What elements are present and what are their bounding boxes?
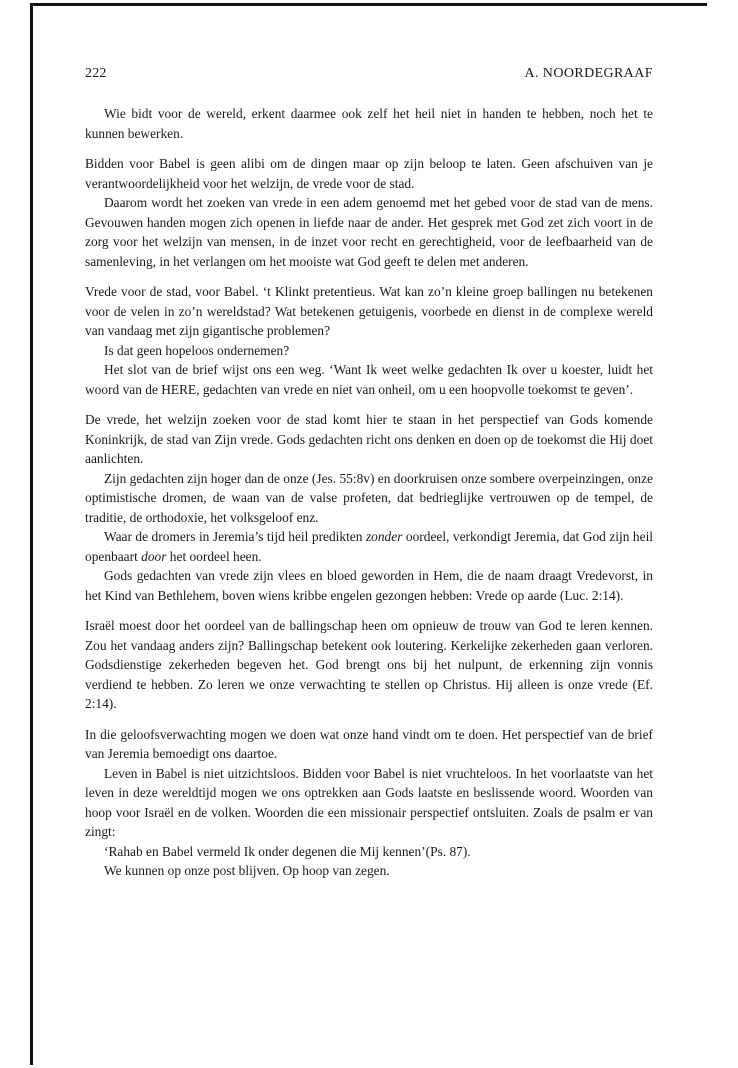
paragraph: Gods gedachten van vrede zijn vlees en bloed geworden in Hem, die de naam draagt Vredevorst, in het Kind van Bethlehem, boven wiens kribbe engelen gezongen hebben: Vrede op aarde (Luc. 2:14). xyxy=(85,568,653,603)
paragraph: We kunnen op onze post blijven. Op hoop van zegen. xyxy=(104,863,390,878)
running-header-author: A. NOORDEGRAAF xyxy=(524,66,653,81)
text-run: oordeel, verkondigt Jeremia, dat God zijn heil openbaart xyxy=(85,529,654,564)
paragraph: In die geloofsverwachting mogen we doen wat onze hand vindt om te doen. Het perspectief van de brief van Jeremia bemoedigt ons daartoe. xyxy=(85,726,653,761)
paragraph: Vrede voor de stad, voor Babel. ‘t Klinkt pretentieus. Wat kan zo’n kleine groep ballingen nu betekenen voor de velen in zo’n wereldstad? Wat betekenen getuigenis, voorbede en dienst in de complexe wereld van vandaag met zijn gigantische problemen? xyxy=(85,284,653,338)
paragraph: Is dat geen hopeloos ondernemen? xyxy=(104,342,290,358)
paragraph: Zijn gedachten zijn hoger dan de onze (Jes. 55:8v) en doorkruisen onze sombere overpeinzingen, onze optimistische dromen, de waan van de valse profeten, dat bedrieglijke vertrouwen op de tempel, de traditie, de orthodoxie, het volksgeloof enz. xyxy=(85,470,653,525)
scan-border-left xyxy=(30,3,33,1065)
paragraph: Israël moest door het oordeel van de ballingschap heen om opnieuw de trouw van God te leren kennen. Zou het vandaag anders zijn? Ballingschap betekent ook loutering. Kerkelijke zekerheden gaan verloren. Godsdienstige zekerheden begeven het. God brengt ons bij het nulpunt, de erkenning zijn vonnis verdiend te hebben. Zo leren we onze verwachting te stellen op Christus. Hij alleen is onze vrede (Ef. 2:14). xyxy=(85,618,653,711)
page-number: 222 xyxy=(85,66,107,81)
running-header xyxy=(85,64,653,84)
paragraph: De vrede, het welzijn zoeken voor de stad komt hier te staan in het perspectief van Gods komende Koninkrijk, de stad van Zijn vrede. Gods gedachten richt ons denken en doen op de toekomst die Hij doet aanlichten. xyxy=(85,412,653,466)
paragraph: Bidden voor Babel is geen alibi om de dingen maar op zijn beloop te laten. Geen afschuiven van je verantwoordelijkheid voor het welzijn, de vrede voor de stad. xyxy=(85,156,653,191)
paragraph: Daarom wordt het zoeken van vrede in een adem genoemd met het gebed voor de stad van de mens. Gevouwen handen mogen zich openen in liefde naar de ander. Het gesprek met God zet zich voort in de zorg voor het welzijn van mensen, in de inzet voor recht en gerechtigheid, voor de leefbaarheid van de samenleving, in het verlangen om het mooiste wat God geeft te delen met anderen. xyxy=(85,195,653,269)
text-run: het oordeel heen. xyxy=(166,548,262,564)
emphasis-text: zonder xyxy=(365,529,403,544)
scan-border-top xyxy=(30,3,707,6)
paragraph: Wie bidt voor de wereld, erkent daarmee ook zelf het heil niet in handen te hebben, noch het te kunnen bewerken. xyxy=(85,106,653,141)
paragraph: Leven in Babel is niet uitzichtsloos. Bidden voor Babel is niet vruchteloos. In het voorlaatste van het leven in deze wereldtijd mogen we ons optrekken aan Gods laatste en beslissende woord. Woorden van hoop voor Israël en de volken. Woorden die een missionair perspectief ontsluiten. Zoals de psalm er van zingt: xyxy=(85,765,653,839)
page xyxy=(85,64,653,881)
paragraph-jeremia xyxy=(85,527,653,566)
paragraph: Het slot van de brief wijst ons een weg. ‘Want Ik weet welke gedachten Ik over u koester, luidt het woord van de HERE, gedachten van vrede en niet van onheil, om u een hoopvolle toekomst te geven’. xyxy=(85,362,653,397)
text-run: Waar de dromers in Jeremia’s tijd heil predikten xyxy=(104,529,366,544)
emphasis-text: door xyxy=(141,548,167,564)
paragraph-quote: ‘Rahab en Babel vermeld Ik onder degenen die Mij kennen’(Ps. 87). xyxy=(104,843,471,859)
